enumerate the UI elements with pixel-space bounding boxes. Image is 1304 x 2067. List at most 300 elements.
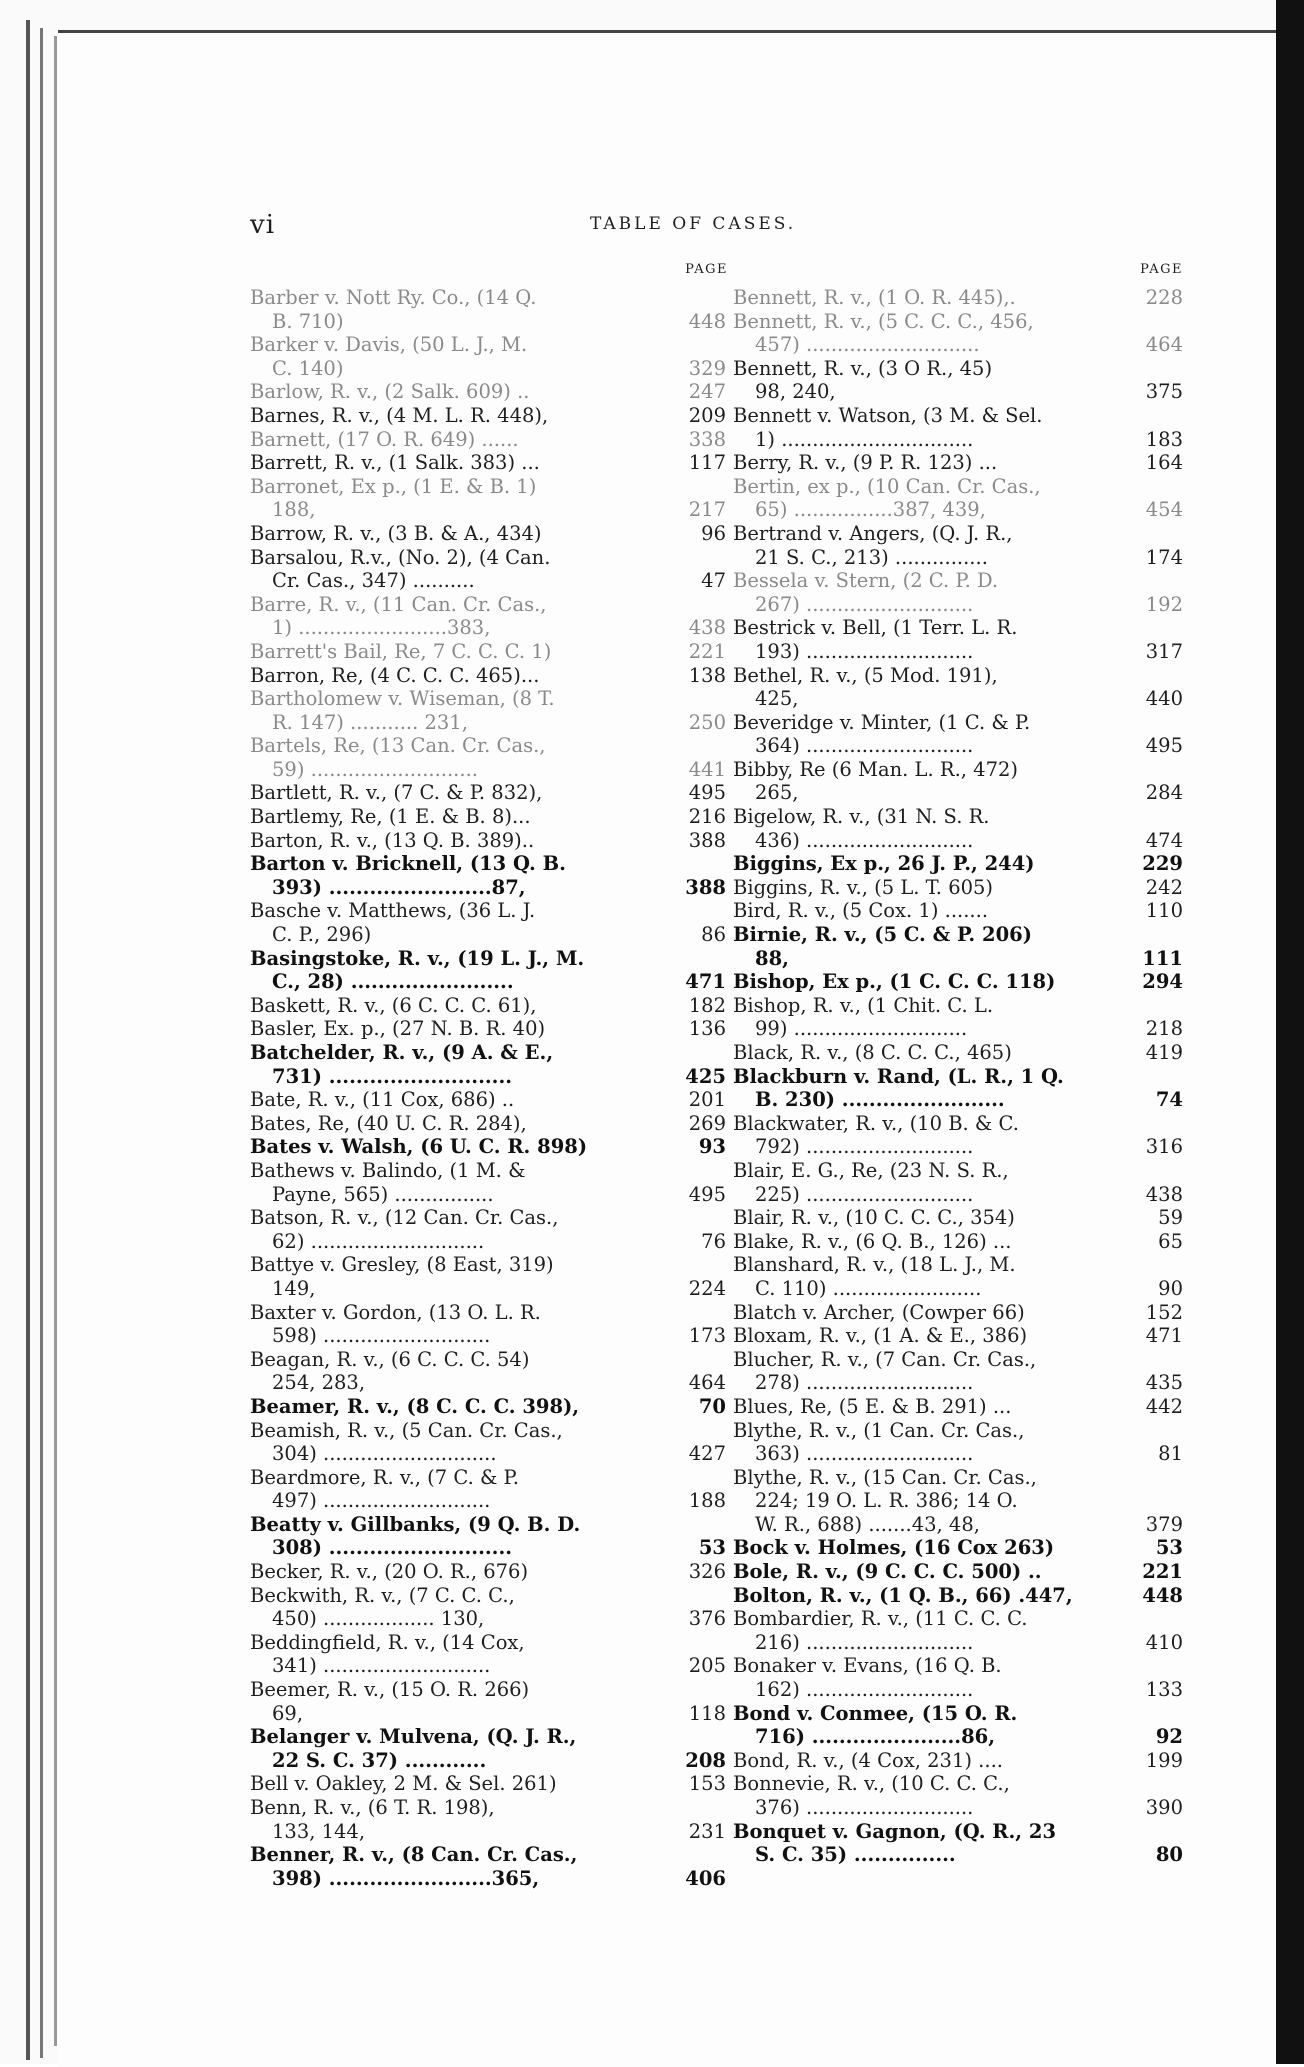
case-citation-line: Bartlemy, Re, (1 E. & B. 8)... — [250, 805, 531, 829]
case-entry — [733, 1300, 1183, 1325]
case-citation-line: 304) ............................ — [272, 1442, 497, 1466]
case-page-number: 438 — [688, 616, 726, 640]
case-citation-line: 133, 144, — [272, 1819, 366, 1843]
case-citation-line: 69, — [272, 1701, 304, 1725]
case-citation-line: Bennett, R. v., (5 C. C. C., 456, — [733, 309, 1034, 333]
page-edge — [40, 28, 43, 2058]
case-citation-line: Bethel, R. v., (5 Mod. 191), — [733, 663, 998, 687]
case-entry — [733, 1111, 1183, 1159]
case-citation-line: 598) ........................... — [272, 1324, 491, 1348]
case-page-number: 93 — [698, 1135, 726, 1159]
case-page-number: 74 — [1155, 1088, 1183, 1112]
book-spine-shadow — [1276, 0, 1304, 2064]
case-page-number: 250 — [688, 710, 726, 734]
case-entry — [250, 1772, 726, 1796]
case-page-number: 441 — [688, 757, 726, 781]
case-page-number: 205 — [688, 1654, 726, 1678]
case-citation-line: Bate, R. v., (11 Cox, 686) .. — [250, 1088, 515, 1112]
case-page-number: 183 — [1145, 427, 1183, 451]
case-citation-line: Barronet, Ex p., (1 E. & B. 1) — [250, 474, 537, 498]
case-page-number: 164 — [1145, 451, 1183, 475]
case-citation-line: Beamer, R. v., (8 C. C. C. 398), — [250, 1394, 580, 1418]
case-page-number: 247 — [688, 380, 726, 404]
case-page-number: 86 — [701, 923, 726, 947]
case-entry — [250, 1796, 726, 1843]
case-page-number: 208 — [685, 1748, 726, 1772]
case-entry — [733, 1819, 1183, 1867]
case-entry — [250, 993, 726, 1018]
case-citation-line: 1) ........................383, — [272, 616, 491, 640]
case-citation-line: B. 230) ........................ — [755, 1088, 1005, 1112]
case-entry — [733, 1253, 1183, 1300]
case-page-number: 448 — [1142, 1583, 1183, 1607]
case-entry — [733, 1536, 1183, 1560]
page-header — [250, 210, 1120, 240]
case-citation-line: Blanshard, R. v., (18 L. J., M. — [733, 1253, 1016, 1277]
case-page-number: 118 — [688, 1701, 726, 1725]
case-page-number: 192 — [1145, 592, 1183, 616]
case-page-number: 269 — [688, 1111, 726, 1135]
case-entry — [733, 805, 1183, 852]
case-page-number: 224 — [688, 1276, 726, 1300]
case-page-number: 379 — [1145, 1512, 1183, 1536]
case-entry — [250, 1465, 726, 1513]
running-head: TABLE OF CASES. — [590, 214, 797, 234]
case-entry — [733, 1607, 1183, 1654]
page-edge — [54, 36, 57, 2046]
case-citation-line: 99) ............................ — [755, 1017, 968, 1041]
case-page-number: 376 — [688, 1607, 726, 1631]
case-citation-line: Bartholomew v. Wiseman, (8 T. — [250, 687, 555, 711]
case-citation-line: 363) ........................... — [755, 1442, 974, 1466]
case-citation-line: 364) ........................... — [755, 734, 974, 758]
case-entry — [733, 1229, 1183, 1254]
case-page-number: 53 — [698, 1536, 726, 1560]
case-entry — [733, 1347, 1183, 1395]
case-entry — [733, 1394, 1183, 1419]
case-entry — [250, 1418, 726, 1466]
case-citation-line: Bock v. Holmes, (16 Cox 263) — [733, 1536, 1055, 1560]
case-entry — [733, 1041, 1183, 1065]
case-page-number: 316 — [1145, 1135, 1183, 1159]
case-entry — [250, 852, 726, 899]
case-citation-line: 65) ................387, 439, — [755, 498, 986, 522]
case-page-number: 388 — [688, 828, 726, 852]
case-page-number: 317 — [1145, 639, 1183, 663]
case-page-number: 442 — [1145, 1394, 1183, 1418]
case-citation-line: Barton, R. v., (13 Q. B. 389).. — [250, 828, 535, 852]
case-page-number: 410 — [1145, 1630, 1183, 1654]
case-page-number: 65 — [1158, 1229, 1183, 1253]
case-citation-line: Bell v. Oakley, 2 M. & Sel. 261) — [250, 1772, 557, 1796]
case-citation-line: Bird, R. v., (5 Cox. 1) ....... — [733, 899, 989, 923]
case-entry — [250, 1041, 726, 1088]
case-entry — [250, 946, 726, 994]
case-citation-line: Barsalou, R.v., (No. 2), (4 Can. — [250, 545, 551, 569]
case-page-number: 242 — [1145, 875, 1183, 899]
case-page-number: 110 — [1145, 899, 1183, 923]
case-citation-line: Baxter v. Gordon, (13 O. L. R. — [250, 1300, 541, 1324]
case-page-number: 338 — [688, 427, 726, 451]
case-entry — [250, 1725, 726, 1772]
case-citation-line: Blythe, R. v., (1 Can. Cr. Cas., — [733, 1418, 1025, 1442]
page-edge — [26, 20, 30, 2060]
case-citation-line: Blackburn v. Rand, (L. R., 1 Q. — [733, 1064, 1064, 1088]
case-page-number: 173 — [688, 1324, 726, 1348]
case-citation-line: Bond, R. v., (4 Cox, 231) .... — [733, 1748, 1003, 1772]
case-page-number: 209 — [688, 403, 726, 427]
case-page-number: 448 — [688, 309, 726, 333]
case-entry — [733, 1465, 1183, 1537]
case-page-number: 474 — [1145, 828, 1183, 852]
case-page-number: 221 — [1142, 1560, 1183, 1584]
case-entry — [733, 1324, 1183, 1348]
case-entry — [733, 923, 1183, 970]
case-entry — [733, 1560, 1183, 1584]
case-citation-line: R. 147) ........... 231, — [272, 710, 468, 734]
case-citation-line: Barrow, R. v., (3 B. & A., 434) — [250, 521, 542, 545]
case-citation-line: Blucher, R. v., (7 Can. Cr. Cas., — [733, 1347, 1037, 1371]
case-citation-line: Beamish, R. v., (5 Can. Cr. Cas., — [250, 1418, 563, 1442]
case-entry — [250, 1560, 726, 1584]
case-entry — [733, 521, 1183, 569]
case-citation-line: 59) ........................... — [272, 757, 478, 781]
case-citation-line: Bertin, ex p., (10 Can. Cr. Cas., — [733, 474, 1041, 498]
case-citation-line: Bates, Re, (40 U. C. R. 284), — [250, 1111, 527, 1135]
case-page-number: 464 — [688, 1371, 726, 1395]
page-column-label: PAGE — [1140, 262, 1183, 277]
case-page-number: 90 — [1158, 1276, 1183, 1300]
case-page-number: 96 — [701, 521, 726, 545]
case-page-number: 216 — [688, 805, 726, 829]
case-citation-line: 98, 240, — [755, 380, 836, 404]
case-entry — [250, 1347, 726, 1395]
case-citation-line: 188, — [272, 498, 316, 522]
case-entry — [250, 592, 726, 640]
case-entry — [733, 1701, 1183, 1749]
case-entry — [250, 805, 726, 829]
case-page-number: 425 — [685, 1064, 726, 1088]
case-citation-line: 308) ........................... — [272, 1536, 513, 1560]
case-citation-line: Blackwater, R. v., (10 B. & C. — [733, 1111, 1019, 1135]
case-entry — [733, 899, 1183, 923]
case-page-number: 47 — [701, 569, 726, 593]
case-entry — [733, 403, 1183, 451]
case-citation-line: Black, R. v., (8 C. C. C., 465) — [733, 1041, 1012, 1064]
case-citation-line: 193) ........................... — [755, 639, 974, 663]
case-citation-line: Barker v. Davis, (50 L. J., M. — [250, 333, 528, 357]
case-citation-line: 225) ........................... — [755, 1182, 974, 1206]
case-page-number: 174 — [1145, 545, 1183, 569]
case-citation-line: Beddingfield, R. v., (14 Cox, — [250, 1630, 525, 1654]
case-entry — [250, 734, 726, 781]
case-page-number: 182 — [688, 993, 726, 1017]
case-page-number: 199 — [1145, 1748, 1183, 1772]
case-page-number: 440 — [1145, 687, 1183, 711]
case-page-number: 59 — [1158, 1206, 1183, 1230]
case-citation-line: 393) ........................87, — [272, 875, 526, 899]
case-entry — [250, 1300, 726, 1348]
case-citation-line: 450) .................. 130, — [272, 1607, 485, 1631]
case-entry — [733, 875, 1183, 900]
case-entry — [733, 1583, 1183, 1608]
case-citation-line: 1) ............................... — [755, 427, 974, 451]
case-citation-line: 398) ........................365, — [272, 1866, 540, 1890]
case-entry — [250, 427, 726, 452]
case-citation-line: 457) ............................ — [755, 333, 980, 357]
case-page-number: 326 — [688, 1560, 726, 1584]
case-entry — [733, 1206, 1183, 1230]
case-entry — [733, 757, 1183, 805]
case-entry — [250, 1158, 726, 1206]
case-citation-line: Bessela v. Stern, (2 C. P. D. — [733, 569, 999, 593]
case-citation-line: Barlow, R. v., (2 Salk. 609) .. — [250, 380, 530, 404]
case-citation-line: Barton v. Bricknell, (13 Q. B. — [250, 852, 566, 876]
case-entry — [733, 1064, 1183, 1112]
case-citation-line: Bigelow, R. v., (31 N. S. R. — [733, 805, 990, 829]
case-citation-line: 62) ............................ — [272, 1229, 485, 1253]
case-entry — [733, 663, 1183, 711]
case-entry — [250, 1394, 726, 1419]
case-citation-line: S. C. 35) ............... — [755, 1843, 956, 1867]
case-entry — [250, 663, 726, 688]
case-page-number: 375 — [1145, 380, 1183, 404]
case-entry — [250, 333, 726, 380]
case-entries — [250, 286, 726, 1890]
case-page-number: 133 — [1145, 1678, 1183, 1702]
page-column-label: PAGE — [685, 262, 728, 277]
case-entry — [250, 1678, 726, 1725]
case-page-number: 495 — [688, 781, 726, 805]
case-citation-line: 265, — [755, 781, 799, 805]
case-entry — [733, 970, 1183, 994]
case-citation-line: Bishop, Ex p., (1 C. C. C. 118) — [733, 970, 1056, 994]
case-citation-line: 22 S. C. 37) ............ — [272, 1748, 487, 1772]
case-citation-line: Blair, R. v., (10 C. C. C., 354) — [733, 1206, 1015, 1230]
case-citation-line: Bole, R. v., (9 C. C. C. 500) .. — [733, 1560, 1042, 1584]
case-entry — [733, 1748, 1183, 1773]
case-citation-line: C., 28) ........................ — [272, 970, 514, 994]
case-page-number: 329 — [688, 356, 726, 380]
case-citation-line: Becker, R. v., (20 O. R., 676) — [250, 1560, 529, 1584]
case-citation-line: Belanger v. Mulvena, (Q. J. R., — [250, 1725, 577, 1749]
case-entries — [733, 286, 1183, 1867]
case-citation-line: Barnett, (17 O. R. 649) ...... — [250, 427, 519, 451]
case-citation-line: Beveridge v. Minter, (1 C. & P. — [733, 710, 1031, 734]
case-entry — [733, 356, 1183, 404]
case-citation-line: C. 110) ........................ — [755, 1276, 982, 1300]
case-citation-line: Baskett, R. v., (6 C. C. C. 61), — [250, 993, 537, 1017]
case-entry — [250, 1583, 726, 1631]
case-citation-line: Benner, R. v., (8 Can. Cr. Cas., — [250, 1843, 578, 1867]
case-citation-line: 425, — [755, 687, 799, 711]
case-citation-line: C. 140) — [272, 356, 344, 380]
case-page-number: 294 — [1142, 970, 1183, 994]
case-page-number: 427 — [688, 1442, 726, 1466]
case-entry — [250, 1843, 726, 1890]
case-citation-line: Bennett v. Watson, (3 M. & Sel. — [733, 403, 1043, 427]
case-entry — [733, 1772, 1183, 1819]
case-page-number: 471 — [685, 970, 726, 994]
case-entry — [250, 1135, 726, 1159]
case-page-number: 454 — [1145, 498, 1183, 522]
case-page-number: 218 — [1145, 1017, 1183, 1041]
case-page-number: 495 — [688, 1182, 726, 1206]
case-citation-line: Bonquet v. Gagnon, (Q. R., 23 — [733, 1819, 1057, 1843]
case-page-number: 228 — [1145, 286, 1183, 309]
case-citation-line: Bartlett, R. v., (7 C. & P. 832), — [250, 781, 543, 805]
case-citation-line: 792) ........................... — [755, 1135, 974, 1159]
case-entry — [733, 451, 1183, 475]
case-citation-line: B. 710) — [272, 309, 344, 333]
case-citation-line: Bertrand v. Angers, (Q. J. R., — [733, 521, 1013, 545]
case-citation-line: 376) ........................... — [755, 1796, 974, 1819]
case-citation-line: Basingstoke, R. v., (19 L. J., M. — [250, 946, 585, 970]
case-citation-line: Bloxam, R. v., (1 A. & E., 386) — [733, 1324, 1028, 1348]
case-citation-line: Bombardier, R. v., (11 C. C. C. — [733, 1607, 1028, 1631]
case-citation-line: Bathews v. Balindo, (1 M. & — [250, 1158, 526, 1182]
case-citation-line: 716) ......................86, — [755, 1725, 995, 1749]
case-citation-line: Basche v. Matthews, (36 L. J. — [250, 899, 536, 923]
case-citation-line: Birnie, R. v., (5 C. & P. 206) — [733, 923, 1032, 947]
case-entry — [250, 899, 726, 947]
case-page-number: 406 — [685, 1866, 726, 1890]
case-citation-line: Batson, R. v., (12 Can. Cr. Cas., — [250, 1206, 559, 1230]
case-page-number: 136 — [688, 1017, 726, 1041]
case-entry — [733, 710, 1183, 758]
case-citation-line: 216) ........................... — [755, 1630, 974, 1654]
case-page-number: 231 — [688, 1819, 726, 1843]
case-citation-line: Basler, Ex. p., (27 N. B. R. 40) — [250, 1017, 546, 1041]
case-citation-line: 162) ........................... — [755, 1678, 974, 1702]
case-page-number: 81 — [1158, 1442, 1183, 1466]
case-entry — [250, 828, 726, 853]
case-citation-line: Beemer, R. v., (15 O. R. 266) — [250, 1678, 530, 1702]
case-citation-line: Beatty v. Gillbanks, (9 Q. B. D. — [250, 1512, 581, 1536]
case-page-number: 76 — [701, 1229, 726, 1253]
case-citation-line: Barnes, R. v., (4 M. L. R. 448), — [250, 403, 549, 427]
case-citation-line: Cr. Cas., 347) .......... — [272, 569, 475, 593]
case-entry — [250, 1111, 726, 1136]
case-citation-line: Bates v. Walsh, (6 U. C. R. 898) — [250, 1135, 588, 1159]
case-citation-line: Battye v. Gresley, (8 East, 319) — [250, 1253, 554, 1277]
case-page-number: 217 — [688, 498, 726, 522]
case-citation-line: Bonnevie, R. v., (10 C. C. C., — [733, 1772, 1010, 1796]
case-citation-line: 267) ........................... — [755, 592, 974, 616]
case-entry — [733, 1158, 1183, 1206]
case-page-number: 390 — [1145, 1796, 1183, 1819]
case-citation-line: 149, — [272, 1276, 316, 1300]
case-page-number: 229 — [1142, 852, 1183, 876]
case-citation-line: Bolton, R. v., (1 Q. B., 66) .447, — [733, 1583, 1073, 1607]
case-page-number: 70 — [698, 1394, 726, 1418]
case-citation-line: 278) ........................... — [755, 1371, 974, 1395]
case-citation-line: Payne, 565) ................ — [272, 1182, 494, 1206]
case-page-number: 388 — [685, 875, 726, 899]
case-citation-line: Bestrick v. Bell, (1 Terr. L. R. — [733, 616, 1018, 640]
case-entry — [733, 993, 1183, 1041]
case-citation-line: 497) ........................... — [272, 1489, 491, 1513]
case-citation-line: 254, 283, — [272, 1371, 366, 1395]
case-page-number: 138 — [688, 663, 726, 687]
case-citation-line: Bonaker v. Evans, (16 Q. B. — [733, 1654, 1002, 1678]
case-citation-line: Blair, E. G., Re, (23 N. S. R., — [733, 1158, 1009, 1182]
case-page-number: 152 — [1145, 1300, 1183, 1324]
case-page-number: 438 — [1145, 1182, 1183, 1206]
case-entry — [250, 521, 726, 546]
case-page-number: 111 — [1142, 946, 1183, 970]
case-page-number: 284 — [1145, 781, 1183, 805]
case-page-number: 92 — [1155, 1725, 1183, 1749]
case-entry — [250, 380, 726, 404]
case-citation-line: 88, — [755, 946, 789, 970]
case-citation-line: Bond v. Conmee, (15 O. R. — [733, 1701, 1018, 1725]
case-citation-line: Bartels, Re, (13 Can. Cr. Cas., — [250, 734, 546, 758]
case-citation-line: 21 S. C., 213) ............... — [755, 545, 988, 569]
case-entry — [250, 451, 726, 475]
case-citation-line: 436) ........................... — [755, 828, 974, 852]
case-entry — [733, 286, 1183, 310]
case-citation-line: Beckwith, R. v., (7 C. C. C., — [250, 1583, 515, 1607]
case-page-number: 495 — [1145, 734, 1183, 758]
case-citation-line: Biggins, R. v., (5 L. T. 605) — [733, 875, 994, 899]
case-citation-line: Barre, R. v., (11 Can. Cr. Cas., — [250, 592, 547, 616]
case-entry — [250, 1206, 726, 1253]
case-page-number: 80 — [1155, 1843, 1183, 1867]
case-citation-line: Beagan, R. v., (6 C. C. C. 54) — [250, 1347, 530, 1371]
case-citation-line: Blythe, R. v., (15 Can. Cr. Cas., — [733, 1465, 1037, 1489]
case-citation-line: W. R., 688) .......43, 48, — [755, 1512, 980, 1536]
case-citation-line: Barber v. Nott Ry. Co., (14 Q. — [250, 286, 537, 309]
case-entry — [250, 639, 726, 664]
case-page-number: 201 — [688, 1088, 726, 1112]
case-page-number: 153 — [688, 1772, 726, 1796]
case-entry — [733, 474, 1183, 522]
case-page-number: 419 — [1145, 1041, 1183, 1064]
case-citation-line: Barrett's Bail, Re, 7 C. C. C. 1) — [250, 639, 552, 663]
case-page-number: 435 — [1145, 1371, 1183, 1395]
case-citation-line: Benn, R. v., (6 T. R. 198), — [250, 1796, 495, 1819]
case-page-number: 53 — [1155, 1536, 1183, 1560]
case-entry — [250, 1630, 726, 1678]
case-entry — [250, 1088, 726, 1112]
case-citation-line: Barron, Re, (4 C. C. C. 465)... — [250, 663, 540, 687]
case-citation-line: Barrett, R. v., (1 Salk. 383) ... — [250, 451, 540, 475]
case-citation-line: 341) ........................... — [272, 1654, 491, 1678]
case-entry — [733, 569, 1183, 616]
case-citation-line: 224; 19 O. L. R. 386; 14 O. — [755, 1489, 1018, 1513]
case-citation-line: Blatch v. Archer, (Cowper 66) — [733, 1300, 1025, 1324]
case-page-number: 464 — [1145, 333, 1183, 357]
case-page-number: 188 — [688, 1489, 726, 1513]
case-page-number: 471 — [1145, 1324, 1183, 1348]
case-entry — [250, 545, 726, 593]
case-citation-line: Bibby, Re (6 Man. L. R., 472) — [733, 757, 1018, 781]
case-citation-line: Beardmore, R. v., (7 C. & P. — [250, 1465, 519, 1489]
case-citation-line: Blake, R. v., (6 Q. B., 126) ... — [733, 1229, 1012, 1253]
page-number: vi — [250, 210, 276, 240]
case-entry — [250, 286, 726, 333]
case-entry — [733, 852, 1183, 876]
case-citation-line: C. P., 296) — [272, 923, 372, 947]
case-entry — [733, 1654, 1183, 1702]
case-page-number: 221 — [688, 639, 726, 663]
case-citation-line: 731) ........................... — [272, 1064, 513, 1088]
case-entry — [250, 403, 726, 428]
case-page-number: 117 — [688, 451, 726, 475]
case-citation-line: Bishop, R. v., (1 Chit. C. L. — [733, 993, 994, 1017]
case-citation-line: Bennett, R. v., (3 O R., 45) — [733, 356, 993, 380]
